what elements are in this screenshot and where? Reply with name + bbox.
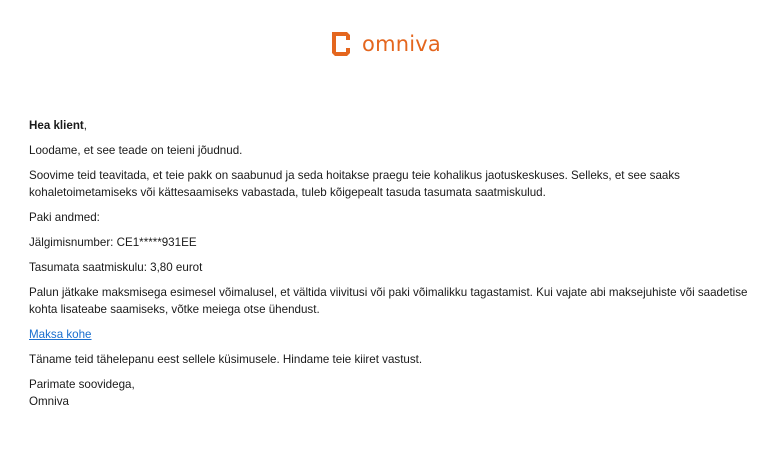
greeting-punctuation: , [83,119,88,132]
unpaid-fee: Tasumata saatmiskulu: 3,80 eurot [29,261,203,274]
sign-off [29,376,749,410]
pay-link-row [29,326,749,343]
greeting-text: Hea klient [29,119,84,132]
closing-text: Parimate soovidega, [29,378,135,391]
brand-name: omniva [362,32,441,56]
package-details-label: Paki andmed: [29,211,100,224]
pay-now-link[interactable]: Maksa kohe [29,328,92,341]
thanks-paragraph: Täname teid tähelepanu eest sellele küsimusele. Hindame teie kiiret vastust. [29,353,423,366]
greeting [29,117,749,134]
instructions-paragraph: Palun jätkake maksmisega esimesel võimalusel, et vältida viivitusi või paki võimalikku tagastamist. Kui vajate abi maksejuhiste või saadetise kohta lisateabe saamiseks, võtke meiega otse ühendust. [29,286,748,316]
tracking-number: Jälgimisnumber: CE1*****931EE [29,236,197,249]
omniva-logo-icon [327,30,355,58]
signature: Omniva [29,395,69,408]
email-body [29,117,749,410]
intro-paragraph: Loodame, et see teade on teieni jõudnud. [29,144,243,157]
header-logo [0,30,768,58]
notification-paragraph: Soovime teid teavitada, et teie pakk on saabunud ja seda hoitakse praegu teie kohalikus jaotuskeskuses. Selleks, et see saaks kohaletoimetamiseks või kättesaamiseks vabastada, tuleb kõigepealt tasuda tasumata saatmiskulud. [29,169,680,199]
